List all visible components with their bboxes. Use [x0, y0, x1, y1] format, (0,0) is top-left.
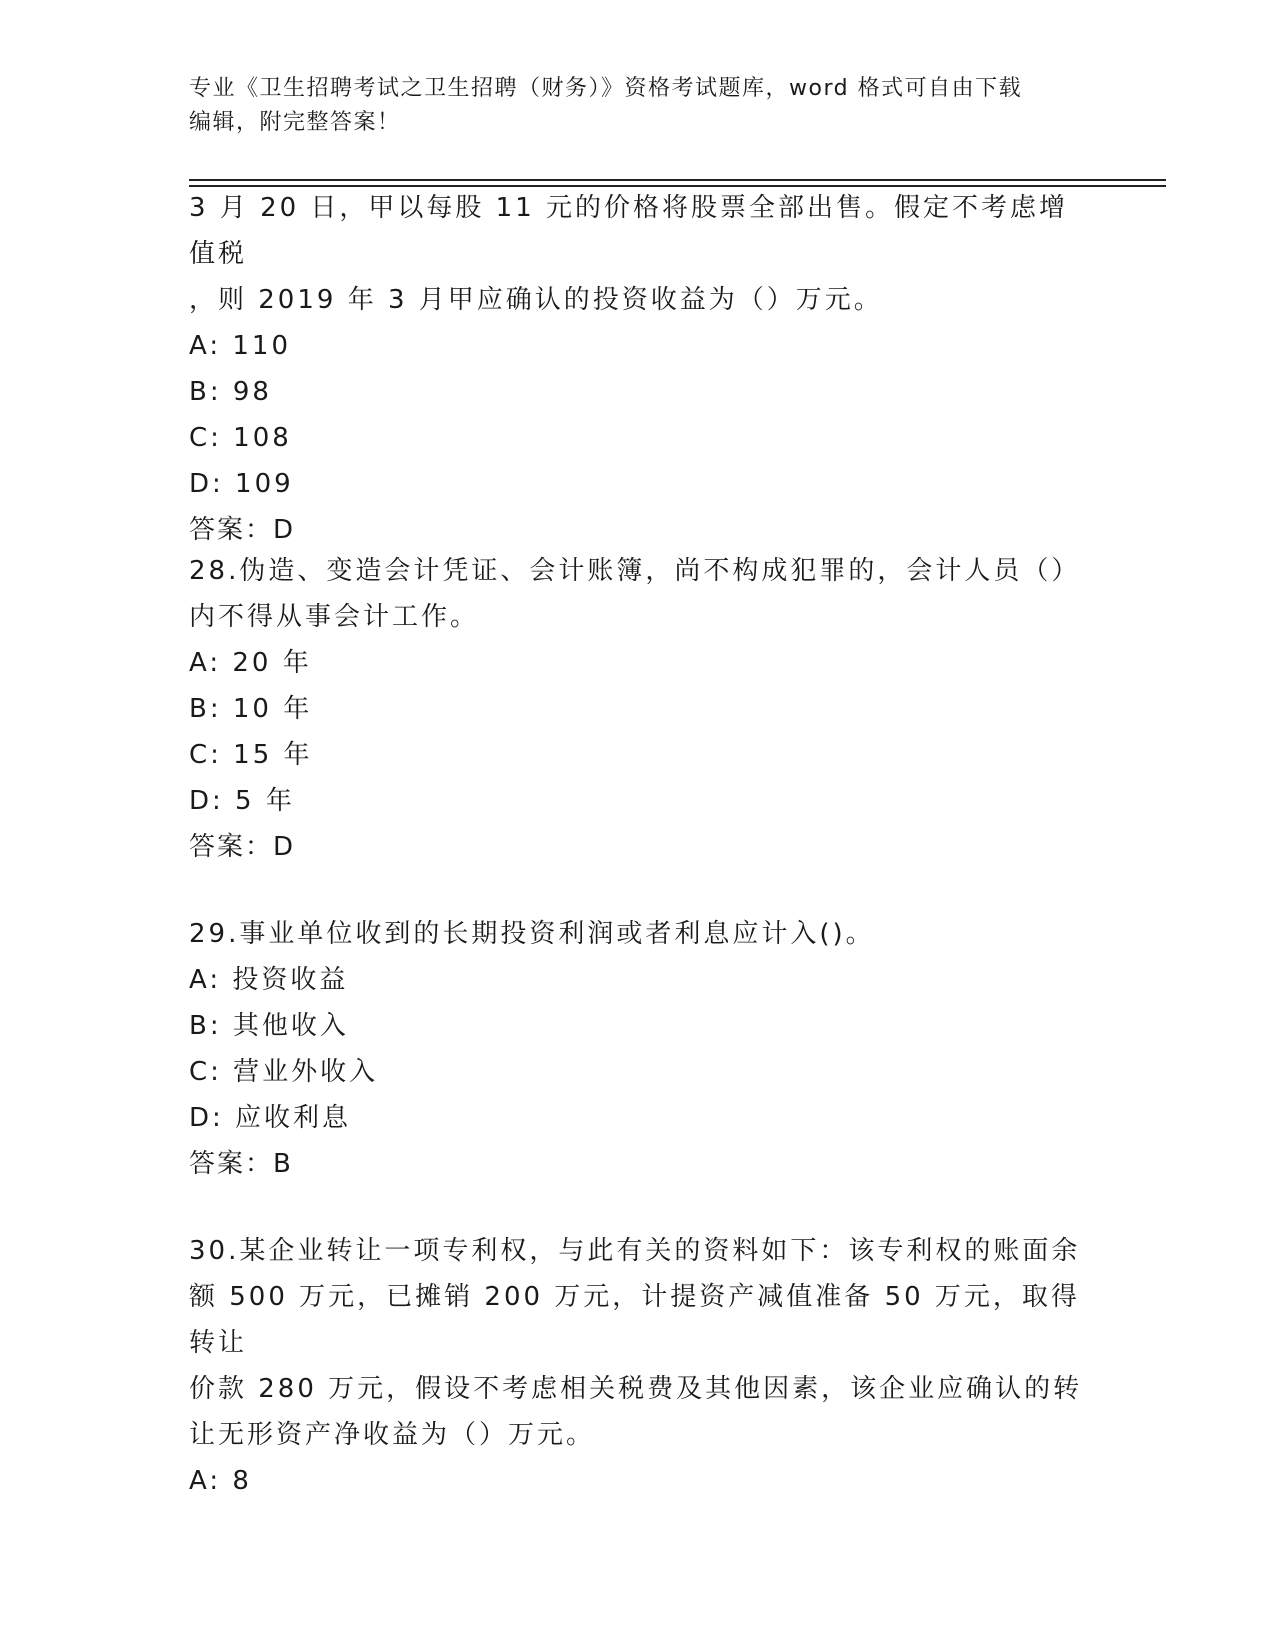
header-line-1: 专业《卫生招聘考试之卫生招聘（财务）》资格考试题库，word 格式可自由下载 [189, 76, 1023, 101]
question-stem-line: 29.事业单位收到的长期投资利润或者利息应计入()。 [189, 919, 875, 949]
question-stem-line: 内不得从事会计工作。 [189, 602, 480, 632]
option-c: C: 营业外收入 [189, 1057, 379, 1087]
answer-line: 答案：D [189, 515, 296, 545]
option-c: C: 15 年 [189, 740, 313, 770]
question-stem-line: 30.某企业转让一项专利权，与此有关的资料如下：该专利权的账面余 [189, 1236, 1081, 1266]
option-c: C: 108 [189, 423, 292, 453]
option-d: D: 109 [189, 469, 294, 499]
option-b: B: 10 年 [189, 694, 313, 724]
header-line-2: 编辑，附完整答案！ [189, 110, 401, 135]
option-a: A: 20 年 [189, 648, 312, 678]
question-stem-line: ，则 2019 年 3 月甲应确认的投资收益为（）万元。 [189, 285, 883, 315]
question-block [189, 1228, 1089, 1504]
question-stem-line: 让无形资产净收益为（）万元。 [189, 1420, 596, 1450]
question-stem-line: 28.伪造、变造会计凭证、会计账簿，尚不构成犯罪的，会计人员（） [189, 556, 1081, 586]
question-block [189, 548, 1089, 870]
question-stem-line: 价款 280 万元，假设不考虑相关税费及其他因素，该企业应确认的转 [189, 1374, 1083, 1404]
answer-line: 答案：B [189, 1149, 293, 1179]
answer-line: 答案：D [189, 832, 296, 862]
option-a: A: 投资收益 [189, 965, 349, 995]
option-b: B: 98 [189, 377, 272, 407]
option-d: D: 5 年 [189, 786, 295, 816]
question-stem-line: 额 500 万元，已摊销 200 万元，计提资产减值准备 50 万元，取得转让 [189, 1282, 1080, 1358]
header-divider-top [189, 179, 1166, 181]
option-b: B: 其他收入 [189, 1011, 349, 1041]
question-block [189, 185, 1089, 553]
document-header [189, 72, 1089, 140]
question-block [189, 911, 1089, 1187]
option-d: D: 应收利息 [189, 1103, 352, 1133]
option-a: A: 110 [189, 331, 291, 361]
question-stem-line: 3 月 20 日，甲以每股 11 元的价格将股票全部出售。假定不考虑增值税 [189, 193, 1069, 269]
option-a: A: 8 [189, 1466, 252, 1496]
